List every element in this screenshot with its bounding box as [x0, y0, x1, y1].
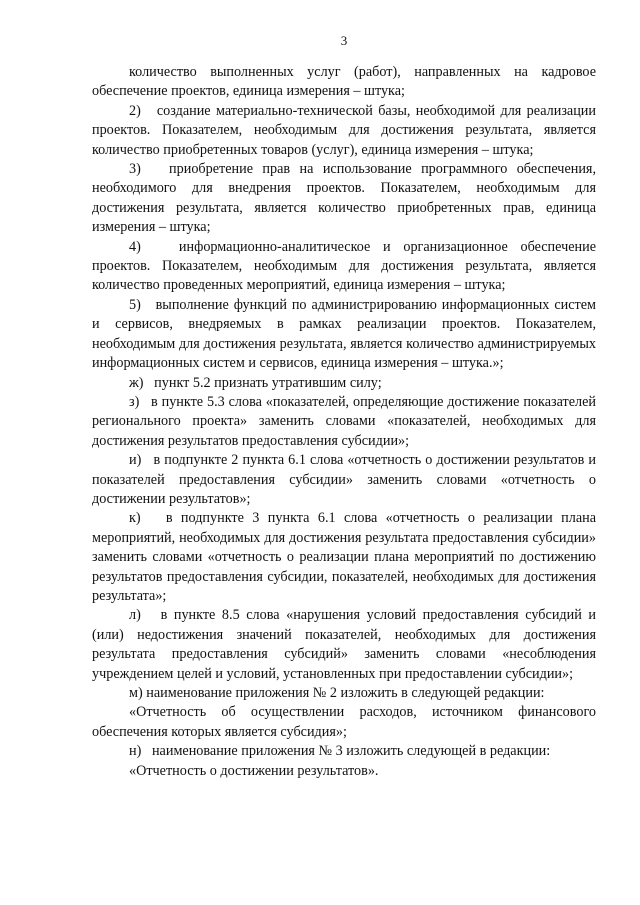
paragraph-item-3: 3) приобретение прав на использование программного обеспечения, необходимого для внедрения проектов. Показателем, необходимым для достижения результата, является количество приобретенных прав, единица измерения – штука;: [92, 161, 596, 236]
paragraph-l: л) в пункте 8.5 слова «нарушения условий предоставления субсидий и (или) недостижения значений показателей, необходимых для достижения результата предоставления субсидий» заменить словами «несоблюдения учреждением целей и условий, установленных при предоставлении субсидии»;: [92, 607, 596, 682]
paragraph-item-5: 5) выполнение функций по администрированию информационных систем и сервисов, внедряемых в рамках реализации проектов. Показателем, необходимым для достижения результата, является количество администрируемых информационных систем и сервисов, единица измерения – штука.»;: [92, 296, 596, 372]
paragraph-item-4: 4) информационно-аналитическое и организационное обеспечение проектов. Показателем, необходимым для достижения результата, является количество проведенных мероприятий, единица измерения – штука;: [92, 238, 596, 294]
paragraph-z: з) в пункте 5.3 слова «показателей, определяющие достижение показателей регионального проекта» заменить словами «показателей, необходимых для достижения результатов предоставления субсидии»;: [92, 393, 596, 449]
paragraph-continuation: количество выполненных услуг (работ), направленных на кадровое обеспечение проектов, единица измерения – штука;: [92, 64, 596, 100]
paragraph-k: к) в подпункте 3 пункта 6.1 слова «отчетность о реализации плана мероприятий, необходимых для достижения результата предоставления субсидии» заменить словами «отчетность о реализации плана мероприятий по достижению результатов предоставления субсидии, показателей, необходимых для достижения результата»;: [92, 510, 596, 604]
paragraph-n: н) наименование приложения № 3 изложить следующей в редакции:: [129, 743, 551, 760]
paragraph-zh: ж) пункт 5.2 признать утратившим силу;: [129, 374, 382, 391]
paragraph-m: м) наименование приложения № 2 изложить в следующей редакции:: [129, 685, 545, 701]
page-number: 3: [340, 33, 348, 48]
paragraph-n-quote: «Отчетность о достижении результатов».: [129, 762, 379, 779]
paragraph-i: и) в подпункте 2 пункта 6.1 слова «отчетность о достижении результатов и показателей предоставления субсидии» заменить словами «отчетность о достижении результатов»;: [92, 452, 596, 507]
paragraph-item-2: 2) создание материально-технической базы, необходимой для реализации проектов. Показателем, необходимым для достижения результата, является количество приобретенных товаров (услуг), единица измерения – штука;: [92, 102, 596, 158]
document-body: [92, 63, 596, 781]
paragraph-m-quote: «Отчетность об осуществлении расходов, источником финансового обеспечения которых является субсидия»;: [92, 704, 596, 740]
